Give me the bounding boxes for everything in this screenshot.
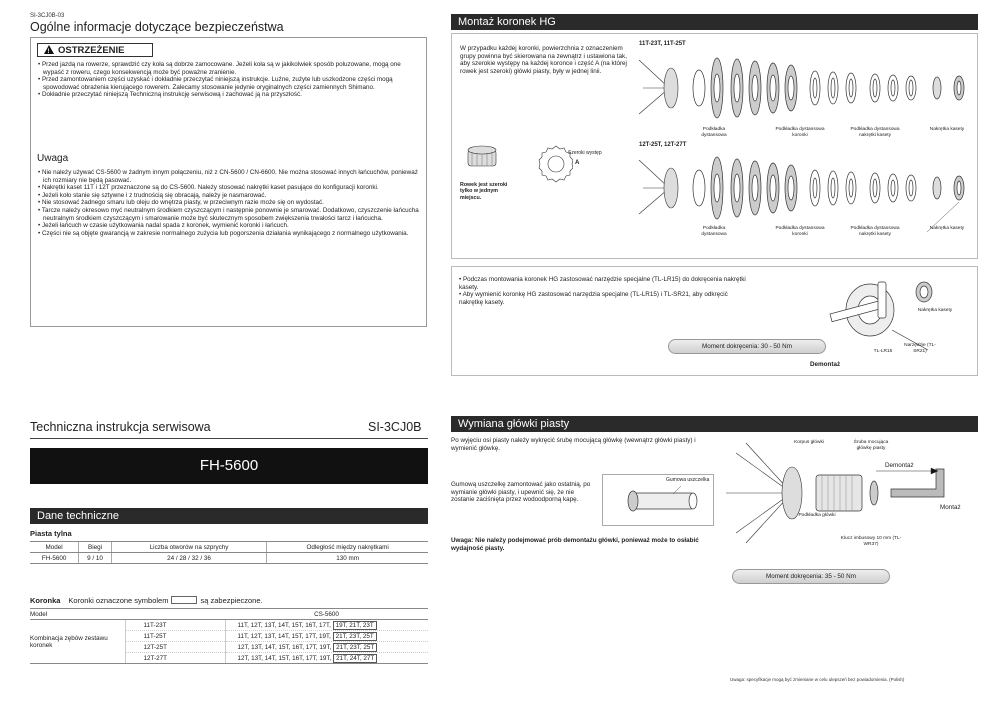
note-item: • Nie należy używać CS-5600 w żadnym innym połączeniu, niż z CN-5600 / CN-6600. Nie można stosować innych łańcuchów, ponieważ ich rozmiary nie będą pasować.: [38, 169, 418, 184]
hubbody-install-label: Montaż: [940, 504, 961, 511]
hub-cell: FH-5600: [30, 553, 79, 564]
torque-badge: Moment dokręcenia: 35 - 50 Nm: [732, 569, 890, 584]
safety-title: Ogólne informacje dotyczące bezpieczeństwa: [30, 20, 284, 34]
table-row: [30, 553, 428, 564]
cogs-boxed: 19T, 21T, 23T: [333, 621, 377, 630]
cassette-cogs: [225, 620, 428, 631]
hub-cell: 24 / 28 / 32 / 36: [111, 553, 266, 564]
tool-tl-sr21-label: Narzędzie (TL-SR21): [904, 343, 936, 354]
warning-item: • Przed zamontowaniem części uzyskać i dokładnie przeczytać niniejszą instrukcje. Luźne, zużyte lub uszkodzone części mogą spowodować obrażenia kierującego rowerem. Zalecamy stosowanie jedynie oryginalnych części zamiennych Shimano.: [38, 76, 393, 91]
cog-spacer-label: Podkładka dystansowa koronki: [775, 127, 825, 138]
cassette-group-label: Kombinacja zębów zestawu koronek: [30, 620, 125, 664]
note-item: • Części nie są objęte gwarancją w zakresie normalnego zużycia lub pogorszenia działania wynikającego z normalnego użytkowania.: [38, 229, 409, 237]
cassette-exploded-top: [637, 50, 977, 132]
montage-note: • Podczas montowania koronek HG zastosować narzędzie specjalne (TL-LR15) do dokręcenia nakrętki kasety.: [459, 276, 746, 291]
spec-section-title: Dane techniczne: [30, 508, 428, 524]
cassette-size: 12T-27T: [125, 653, 225, 664]
cogs-open: 12T, 13T, 14T, 15T, 16T, 17T, 19T,: [237, 654, 332, 662]
cassette-sizes-bottom: 12T-25T, 12T-27T: [639, 142, 687, 148]
cassette-cogs: [225, 642, 428, 653]
model-banner: FH-5600: [30, 448, 428, 484]
torque-badge: Moment dokręcenia: 30 - 50 Nm: [668, 339, 826, 354]
warning-label: OSTRZEŻENIE: [58, 45, 125, 56]
lock-nut-label: Nakrętka kasety: [917, 308, 953, 313]
cogs-boxed: 21T, 23T, 25T: [333, 643, 377, 652]
montage-text: W przypadku każdej koronki, powierzchnia z oznaczeniem grupy powinna być skierowana na zewnątrz i ustawiona tak, aby szerokie występy na każdej koronce i część A (na której rowek jest szeroki) główki piasty, były w jednej linii.: [460, 45, 627, 75]
rear-hub-title: Piasta tylna: [30, 529, 72, 538]
hub-header: Model: [30, 542, 79, 553]
hub-cell: 130 mm: [267, 553, 428, 564]
hubbody-washer-label: Podkładka główki: [798, 513, 836, 518]
cassette-size: 12T-25T: [125, 642, 225, 653]
note-item: • Jeżeli koło stanie się sztywne i z trudnością się obracają, należy je nasmarować.: [38, 191, 267, 199]
hubbody-bolt-label: Śruba mocująca główkę piasty: [853, 440, 889, 451]
note-item: • Nakrętki kaset 11T i 12T przeznaczone są do CS-5600. Należy stosować nakrętki kaset pasujące do konfiguracji koronki.: [38, 184, 379, 192]
tool-tl-lr15-label: TL-LR15: [873, 349, 893, 354]
warning-item: • Dokładnie przeczytać niniejszą Techniczną instrukcję serwisową i zachować ją na przyszłość.: [38, 91, 302, 99]
divider: [30, 438, 428, 439]
note-list: [37, 169, 421, 237]
safety-box: [30, 37, 427, 327]
wide-tab-label: Szeroki występ: [568, 150, 602, 156]
montage-notes: [459, 276, 749, 306]
doc-code: SI-3CJ0B-03: [30, 13, 65, 19]
cassette-intro: [30, 596, 263, 605]
hubbody-wrench-label: Klucz imbusowy 10 mm (TL-WR37): [840, 536, 902, 547]
warning-list: [37, 61, 421, 99]
cogs-open: 11T, 12T, 13T, 14T, 15T, 16T, 17T,: [237, 621, 331, 629]
cassette-sizes-top: 11T-23T, 11T-25T: [639, 41, 686, 47]
cassette-table: [30, 608, 428, 664]
montage-note: • Aby wymienić koronkę HG zastosować narzędzia specjalne (TL-LR15) i TL-SR21, aby odkręcić nakrętkę kasety.: [459, 291, 728, 306]
cogs-open: 11T, 12T, 13T, 14T, 15T, 17T, 19T,: [237, 632, 331, 640]
hubbody-text: Po wyjęciu osi piasty należy wykręcić śrubę mocującą główkę (wewnątrz główki piasty) i wymienić główkę.: [451, 437, 696, 452]
note-item: • Jeżeli łańcuch w czasie użytkowania nadal spada z koronek, wymienić koronki i łańcuch.: [38, 222, 289, 230]
table-row: [30, 620, 428, 631]
cassette-note-b: są zabezpieczone.: [200, 596, 263, 605]
warning-icon: [44, 45, 54, 54]
hub-spec-table: [30, 541, 428, 564]
hubbody-note: Uwaga: Nie należy podejmować prób demontażu główki, ponieważ może to osłabić wydajność piasty.: [451, 537, 699, 552]
nut-spacer-label: Podkładka dystansowa nakrętki kasety: [850, 127, 900, 138]
note-item: • Nie stosować żadnego smaru lub oleju do wnętrza piasty, w przeciwnym razie może się on wydostać.: [38, 199, 324, 207]
montage-section-title: Montaż koronek HG: [451, 14, 978, 30]
hubbody-body-label: Korpus główki: [794, 440, 824, 445]
note-title: Uwaga: [37, 153, 69, 164]
cogs-boxed: 21T, 23T, 25T: [333, 632, 377, 641]
cogs-boxed: 21T, 24T, 27T: [333, 654, 377, 663]
spacer-label: Podkładka dystansowa: [701, 226, 727, 237]
spacer-label: Podkładka dystansowa: [701, 127, 727, 138]
cassette-size: 11T-25T: [125, 631, 225, 642]
cassette-cogs: [225, 653, 428, 664]
groove-label: Rowek jest szeroki tylko w jednym miejscu.: [460, 182, 508, 201]
warning-item: • Przed jazdą na rowerze, sprawdzić czy koła są dobrze zamocowane. Jeżeli koła są w jakikolwiek sposób poluzowane, mogą one wypaść z roweru, czego konsekwencją może być poważne zranienie.: [38, 61, 401, 76]
seal-label: Gumowa uszczelka: [666, 477, 710, 483]
cassette-header: CS-5600: [225, 609, 428, 620]
cassette-cogs: [225, 631, 428, 642]
lock-nut-label: Nakrętka kasety: [929, 226, 965, 231]
warning-heading: [37, 43, 153, 57]
cassette-header: Model: [30, 609, 225, 620]
cassette-title: Koronka: [30, 596, 61, 605]
lock-nut-label: Nakrętka kasety: [929, 127, 965, 132]
cogs-open: 12T, 13T, 14T, 15T, 16T, 17T, 19T,: [237, 643, 332, 651]
note-item: • Tarcze należy okresowo myć neutralnym środkiem czyszczącym i następnie ponownie je smarować. Dodatkowo, czyszczenie łańcucha neutralnym środkiem czyszczącym i smarowanie może być skutecznym sposobem zwiększenia trwałości tarcz i łańcucha.: [38, 206, 419, 222]
part-a-label: A: [575, 160, 580, 166]
locked-symbol: [171, 596, 197, 604]
hub-header: Odległość między nakrętkami: [267, 542, 428, 553]
cassette-note-a: Koronki oznaczone symbolem: [68, 596, 169, 605]
nut-spacer-label: Podkładka dystansowa nakrętki kasety: [850, 226, 900, 237]
seal-text: Gumową uszczelkę zamontować jako ostatnią, po wymianie główki piasty, i upewnić się, że nie zostanie zaciśnięta przez wodoodporną kapę.: [451, 481, 591, 504]
cog-spacer-label: Podkładka dystansowa koronki: [775, 226, 825, 237]
footnote: Uwaga: specyfikacje mogą być zmieniane w celu ulepszeń bez powiadomienia. (Polish): [730, 677, 905, 682]
service-title: Techniczna instrukcja serwisowa: [30, 420, 211, 434]
hubbody-section-title: Wymiana główki piasty: [451, 416, 978, 432]
removal-label: Demontaż: [810, 361, 841, 368]
service-code: SI-3CJ0B: [368, 420, 422, 434]
cassette-size: 11T-23T: [125, 620, 225, 631]
hub-header: Liczba otworów na szprychy: [111, 542, 266, 553]
hub-cell: 9 / 10: [79, 553, 112, 564]
hubbody-remove-label: Demontaż: [885, 462, 914, 469]
cassette-exploded-bottom: [637, 150, 977, 232]
hub-header: Biegi: [79, 542, 112, 553]
